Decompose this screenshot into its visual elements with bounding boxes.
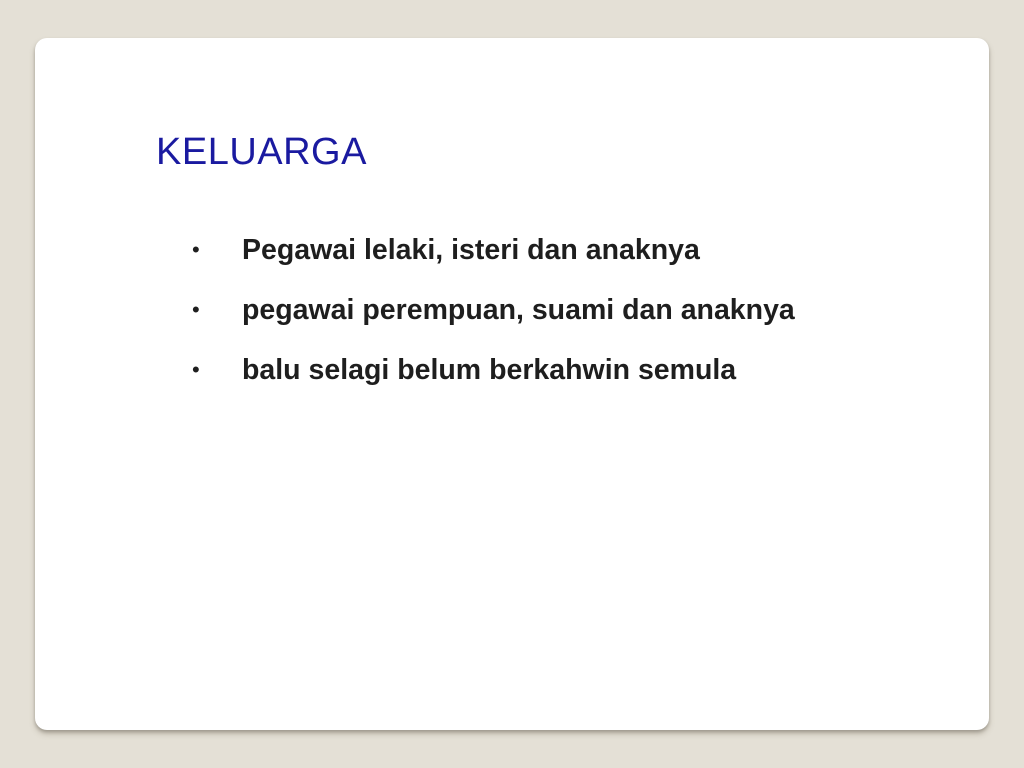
bullet-text: Pegawai lelaki, isteri dan anaknya: [242, 234, 700, 266]
bullet-text: balu selagi belum berkahwin semula: [242, 354, 737, 386]
bullet-dot-icon: •: [192, 297, 200, 322]
bullet-dot-icon: •: [192, 357, 200, 382]
bullet-list: [190, 230, 830, 410]
bullet-dot-icon: •: [192, 237, 200, 262]
bullet-item: [190, 290, 830, 330]
bullet-item: [190, 350, 830, 390]
bullet-item: [190, 230, 830, 270]
slide-card: [35, 38, 989, 730]
slide-title: KELUARGA: [156, 131, 367, 173]
bullet-text: pegawai perempuan, suami dan anaknya: [242, 294, 795, 326]
